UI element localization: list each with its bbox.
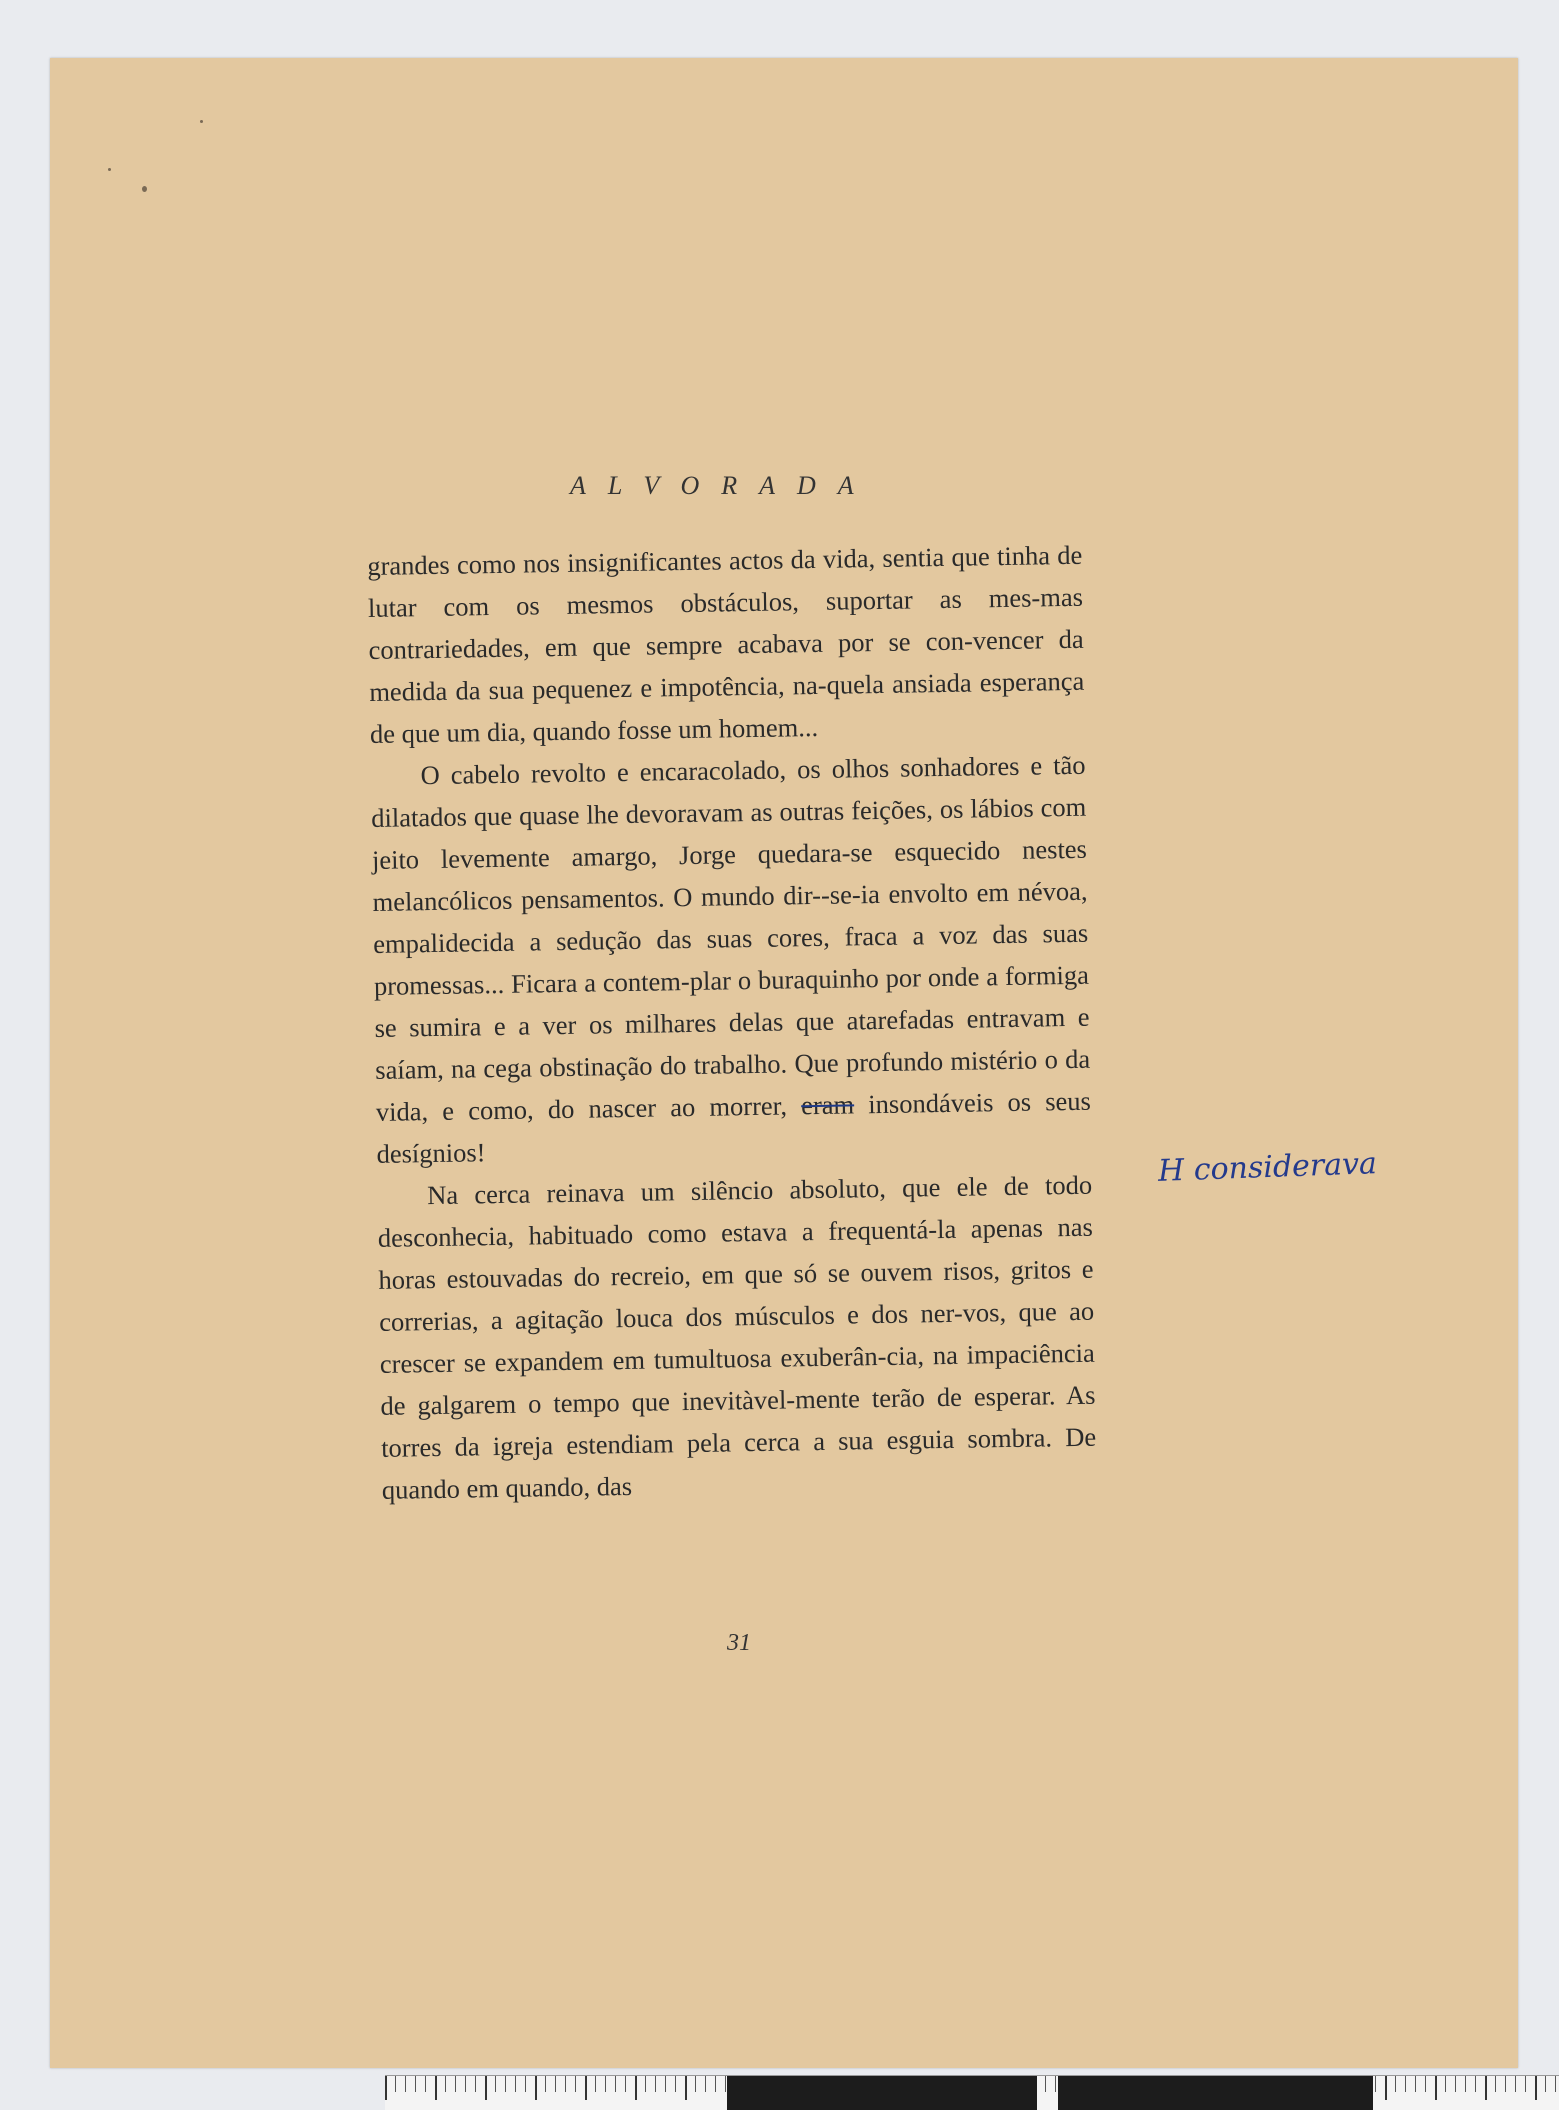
running-head: ALVORADA xyxy=(570,471,876,500)
scale-ruler xyxy=(385,2075,1559,2110)
struck-word: eram xyxy=(800,1089,855,1121)
paragraph-text-after: insondáveis os seus desígnios! xyxy=(376,1085,1092,1169)
paragraph-text: O cabelo revolto e encaracolado, os olhos sonhadores e tão dilatados que quase lhe devoravam as outras feições, os lábios com jeito levemente amargo, Jorge quedara-se esquecido nestes melancólicos pensamentos. O mundo dir--se-ia envolto em névoa, empalidecida a sedução das suas cores, fraca a voz das suas promessas... Ficara a contem-plar o buraquinho por onde a formiga se sumira e a ver os milhares delas que atarefadas entravam e saíam, na cega obstinação do trabalho. Que profundo mistério o da vida, e como, do nascer ao morrer, xyxy=(371,749,1091,1127)
paper-speck xyxy=(108,168,111,171)
paper-speck xyxy=(200,120,203,123)
page-number: 31 xyxy=(727,1630,751,1656)
ruler-black-bar xyxy=(1058,2076,1373,2110)
handwritten-margin-note: H considerava xyxy=(1157,1146,1378,1189)
paragraph xyxy=(370,744,1092,1175)
paper-speck xyxy=(142,186,147,192)
ruler-black-bar xyxy=(727,2076,1037,2110)
paragraph: Na cerca reinava um silêncio absoluto, que ele de todo desconhecia, habituado como estava a frequentá-la apenas nas horas estouvadas do recreio, em que só se ouvem risos, gritos e correrias, a agitação louca dos músculos e dos ner-vos, que ao crescer se expandem em tumultuosa exuberân-cia, na impaciência de galgarem o tempo que inevitàvel-mente terão de esperar. As torres da igreja estendiam pela cerca a sua esguia sombra. De quando em quando, das xyxy=(377,1169,1097,1505)
paragraph: grandes como nos insignificantes actos da vida, sentia que tinha de lutar com os mesmos obstáculos, suportar as mes-mas contrariedades, em que sempre acabava por se con-vencer da medida da sua pequenez e impotência, na-quela ansiada esperança de que um dia, quando fosse um homem... xyxy=(367,539,1085,749)
body-text xyxy=(367,534,1097,1511)
